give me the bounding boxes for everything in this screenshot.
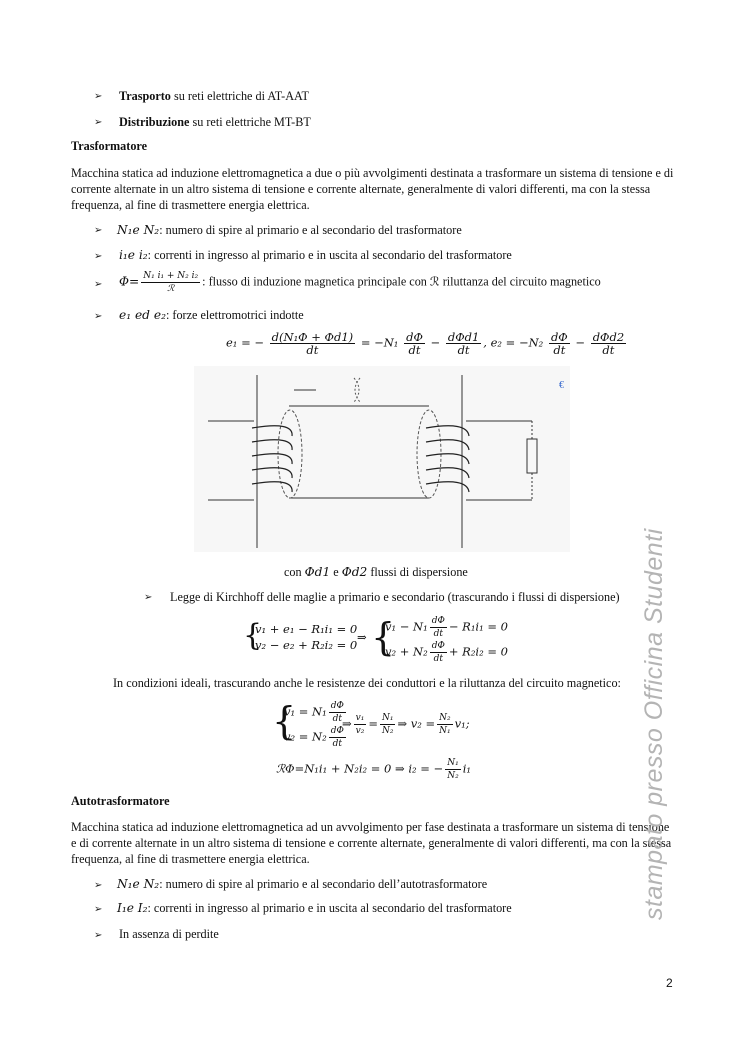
arrow-bullet-icon: ➢ [94, 117, 103, 128]
ideal-equation-2: ℛΦ=N₁i₁ + N₂i₂ = 0 ⇒ i₂ = − $\frac{\text{N₁}}{\text{N₂}}$ i₁ [276, 758, 471, 781]
page-number: 2 [666, 976, 673, 990]
transformer-diagram [194, 366, 570, 552]
euro-mark: € [559, 380, 564, 391]
emf-equation: e₁ = − $\frac{\text{d(N₁Φ + Φd1)}}{dt}$ = −N₁ $\frac{d\Phi}{dt}$ − $\frac{\text{dΦd1}}{dt}$ , e₂ = −N₂ $\frac{d\Phi}{dt}$ − $\frac{\text{dΦd2}}{dt}$ [226, 330, 625, 357]
figure-background [194, 366, 570, 552]
list-item: e₁ ed e₂: forze elettromotrici indotte [119, 308, 304, 322]
arrow-bullet-icon: ➢ [144, 592, 153, 603]
list-item: i₁e i₂: correnti in ingresso al primario e in uscita al secondario del trasformatore [119, 248, 512, 262]
list-item: N₁e N₂: numero di spire al primario e al secondario dell’autotrasformatore [117, 877, 488, 891]
list-item: Legge di Kirchhoff delle maglie a primario e secondario (trascurando i flussi di dispersione) [170, 590, 620, 604]
arrow-bullet-icon: ➢ [94, 225, 103, 236]
arrow-bullet-icon: ➢ [94, 904, 103, 915]
load-impedance [527, 439, 537, 473]
figure-caption: con Φd1 e Φd2 flussi di dispersione [284, 565, 468, 579]
list-item: Trasporto su reti elettriche di AT-AAT [119, 89, 309, 103]
arrow-bullet-icon: ➢ [94, 91, 103, 102]
section-title: Trasformatore [71, 139, 148, 153]
arrow-bullet-icon: ➢ [94, 279, 103, 290]
arrow-bullet-icon: ➢ [94, 930, 103, 941]
brace-icon: { [371, 615, 396, 659]
list-item: Distribuzione su reti elettriche MT-BT [119, 115, 311, 129]
list-item: Φ= $\frac{\text{N₁ i₁ + N₂ i₂}}{\text{ℛ}}$ : flusso di induzione magnetica principale con ℛ riluttanza del circuito magnetico [119, 271, 601, 294]
fraction: $\frac{\text{N₁ i₁ + N₂ i₂}}{\text{ℛ}}$ [143, 271, 199, 294]
watermark: stampato presso Officina Studenti [640, 528, 668, 920]
arrow-bullet-icon: ➢ [94, 311, 103, 322]
arrow-bullet-icon: ➢ [94, 880, 103, 891]
paragraph: In condizioni ideali, trascurando anche le resistenze dei conduttori e la riluttanza del circuito magnetico: [113, 676, 621, 690]
list-item: I₁e I₂: correnti in ingresso al primario e in uscita al secondario del trasformatore [117, 901, 512, 915]
list-item: N₁e N₂: numero di spire al primario e al secondario del trasformatore [117, 223, 462, 237]
brace-icon: { [272, 699, 297, 743]
paragraph: Macchina statica ad induzione elettromagnetica ad un avvolgimento per fase destinata a trasformare un sistema di tensione e di corrente alternate in un altro sistema di tensione e corrente alternate, generalmente di valori differenti, ma con la stessa frequenza, al fine di trasmettere energia elettrica. [71, 820, 672, 866]
brace-icon: { [243, 618, 263, 653]
section-title: Autotrasformatore [71, 794, 170, 808]
arrow-bullet-icon: ➢ [94, 251, 103, 262]
paragraph: Macchina statica ad induzione elettromagnetica a due o più avvolgimenti destinata a trasformare un sistema di tensione e di corrente alternate in un altro sistema di tensione e corrente alternate, generalmente di valori differenti, ma con la stessa frequenza, al fine di trasmettere energia elettrica. [71, 166, 674, 212]
list-item: In assenza di perdite [119, 927, 219, 941]
